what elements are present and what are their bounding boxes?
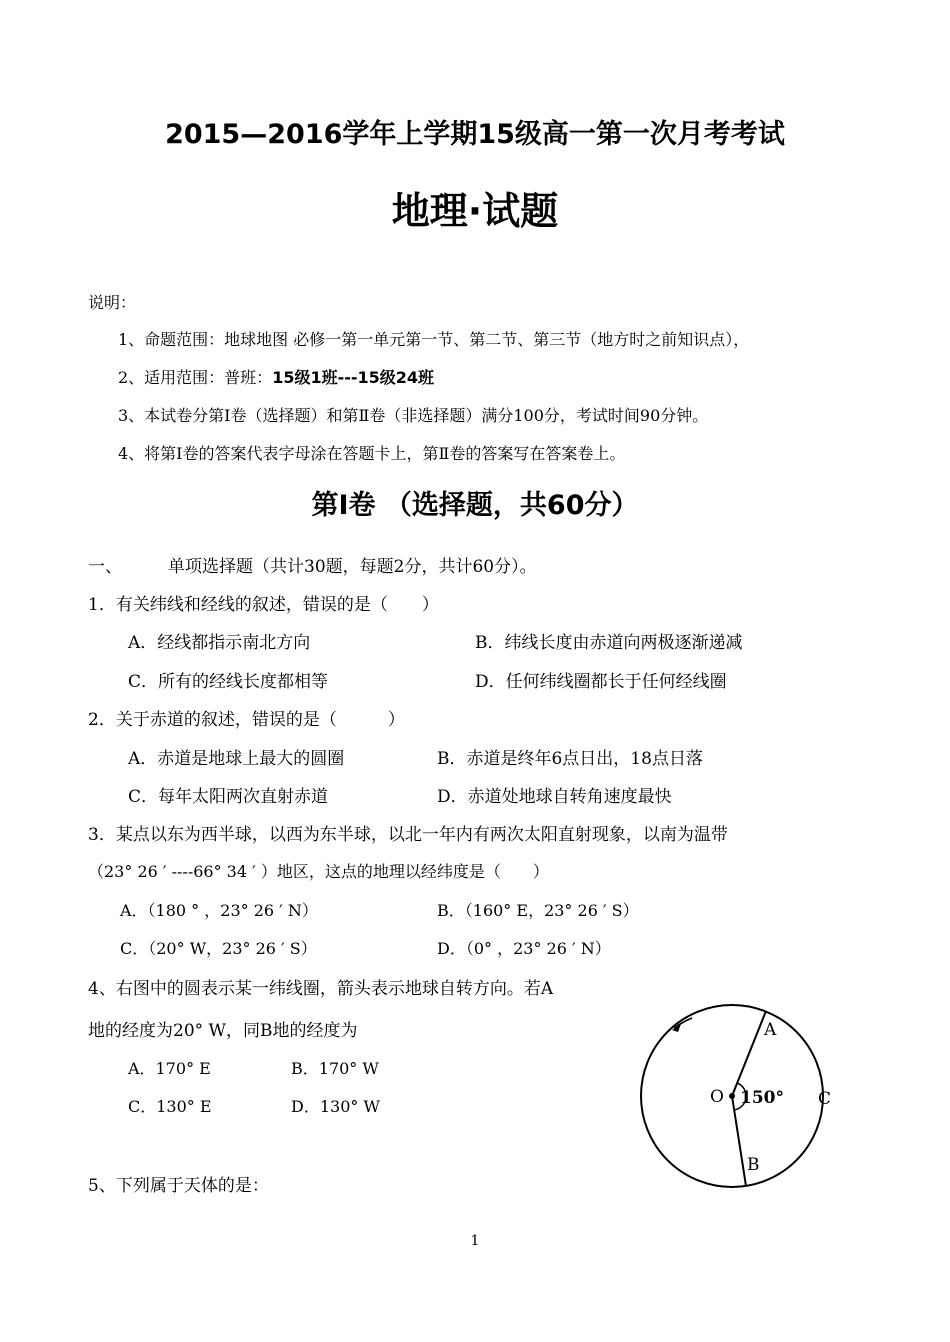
question-1-option-a: A．经线都指示南北方向 xyxy=(128,633,311,653)
latitude-circle-figure xyxy=(628,1002,848,1192)
notes-label: 说明： xyxy=(88,293,137,312)
question-4-stem: 4、右图中的圆表示某一纬线圈，箭头表示地球自转方向。若A xyxy=(88,979,554,999)
question-5-stem: 5、下列属于天体的是： xyxy=(88,1176,269,1196)
question-1-stem: 1．有关纬线和经线的叙述，错误的是（ ） xyxy=(88,595,439,615)
question-2-option-b: B．赤道是终年6点日出，18点日落 xyxy=(437,749,703,769)
question-3-option-a: A．（180 ° ，23° 26 ′ N） xyxy=(120,901,318,920)
section-title: 第Ⅰ卷 （选择题，共60分） xyxy=(311,490,639,521)
center-point xyxy=(729,1093,735,1099)
point-b-label: B xyxy=(747,1155,760,1175)
question-2-option-c: C．每年太阳两次直射赤道 xyxy=(128,787,329,807)
exam-title: 2015—2016学年上学期15级高一第一次月考考试 xyxy=(165,119,785,150)
angle-label: 150° xyxy=(740,1088,784,1108)
note-item-2 xyxy=(118,365,434,388)
question-2-option-a: A．赤道是地球上最大的圆圈 xyxy=(128,749,345,769)
note-item-1: 1、命题范围：地球地图 必修一第一单元第一节、第二节、第三节（地方时之前知识点）， xyxy=(118,330,750,349)
question-1-option-b: B．纬线长度由赤道向两极逐渐递减 xyxy=(475,633,743,653)
question-4-option-c: C．130° E xyxy=(128,1097,212,1116)
question-3-option-c: C．（20° W，23° 26 ′ S） xyxy=(120,939,317,958)
point-a-label: A xyxy=(764,1020,777,1040)
question-4-option-a: A．170° E xyxy=(128,1059,211,1078)
note-scope-classes: 15级1班---15级24班 xyxy=(272,368,435,387)
part-description: 单项选择题（共计30题，每题2分，共计60分）。 xyxy=(168,557,537,577)
question-3-stem: 3．某点以东为西半球，以西为东半球，以北一年内有两次太阳直射现象，以南为温带 xyxy=(88,825,728,845)
point-c-label: C xyxy=(818,1089,832,1109)
question-4-stem-continued: 地的经度为20° W，同B地的经度为 xyxy=(88,1021,358,1041)
note-scope-prefix: 2、适用范围：普班： xyxy=(118,368,273,387)
question-1-option-d: D．任何纬线圈都长于任何经线圈 xyxy=(475,672,727,692)
question-4-option-b: B．170° W xyxy=(291,1059,379,1078)
question-2-stem: 2．关于赤道的叙述，错误的是（ ） xyxy=(88,710,405,730)
question-3-option-b: B．（160° E，23° 26 ′ S） xyxy=(437,901,639,920)
page-number: 1 xyxy=(470,1233,480,1249)
question-4-option-d: D．130° W xyxy=(291,1097,380,1116)
center-o-label: O xyxy=(710,1087,724,1107)
exam-subtitle: 地理·试题 xyxy=(391,189,559,233)
note-item-4: 4、将第Ⅰ卷的答案代表字母涂在答题卡上，第Ⅱ卷的答案写在答案卷上。 xyxy=(118,444,626,463)
part-number: 一、 xyxy=(88,557,122,577)
question-2-option-d: D．赤道处地球自转角速度最快 xyxy=(437,787,672,807)
question-1-option-c: C．所有的经线长度都相等 xyxy=(128,672,329,692)
question-3-option-d: D．（0° ，23° 26 ′ N） xyxy=(437,939,611,958)
note-item-3: 3、本试卷分第Ⅰ卷（选择题）和第Ⅱ卷（非选择题）满分100分，考试时间90分钟。 xyxy=(118,406,709,425)
question-3-stem-continued: （23° 26 ′ ----66° 34 ′ ）地区，这点的地理以经纬度是（ ） xyxy=(88,862,549,881)
